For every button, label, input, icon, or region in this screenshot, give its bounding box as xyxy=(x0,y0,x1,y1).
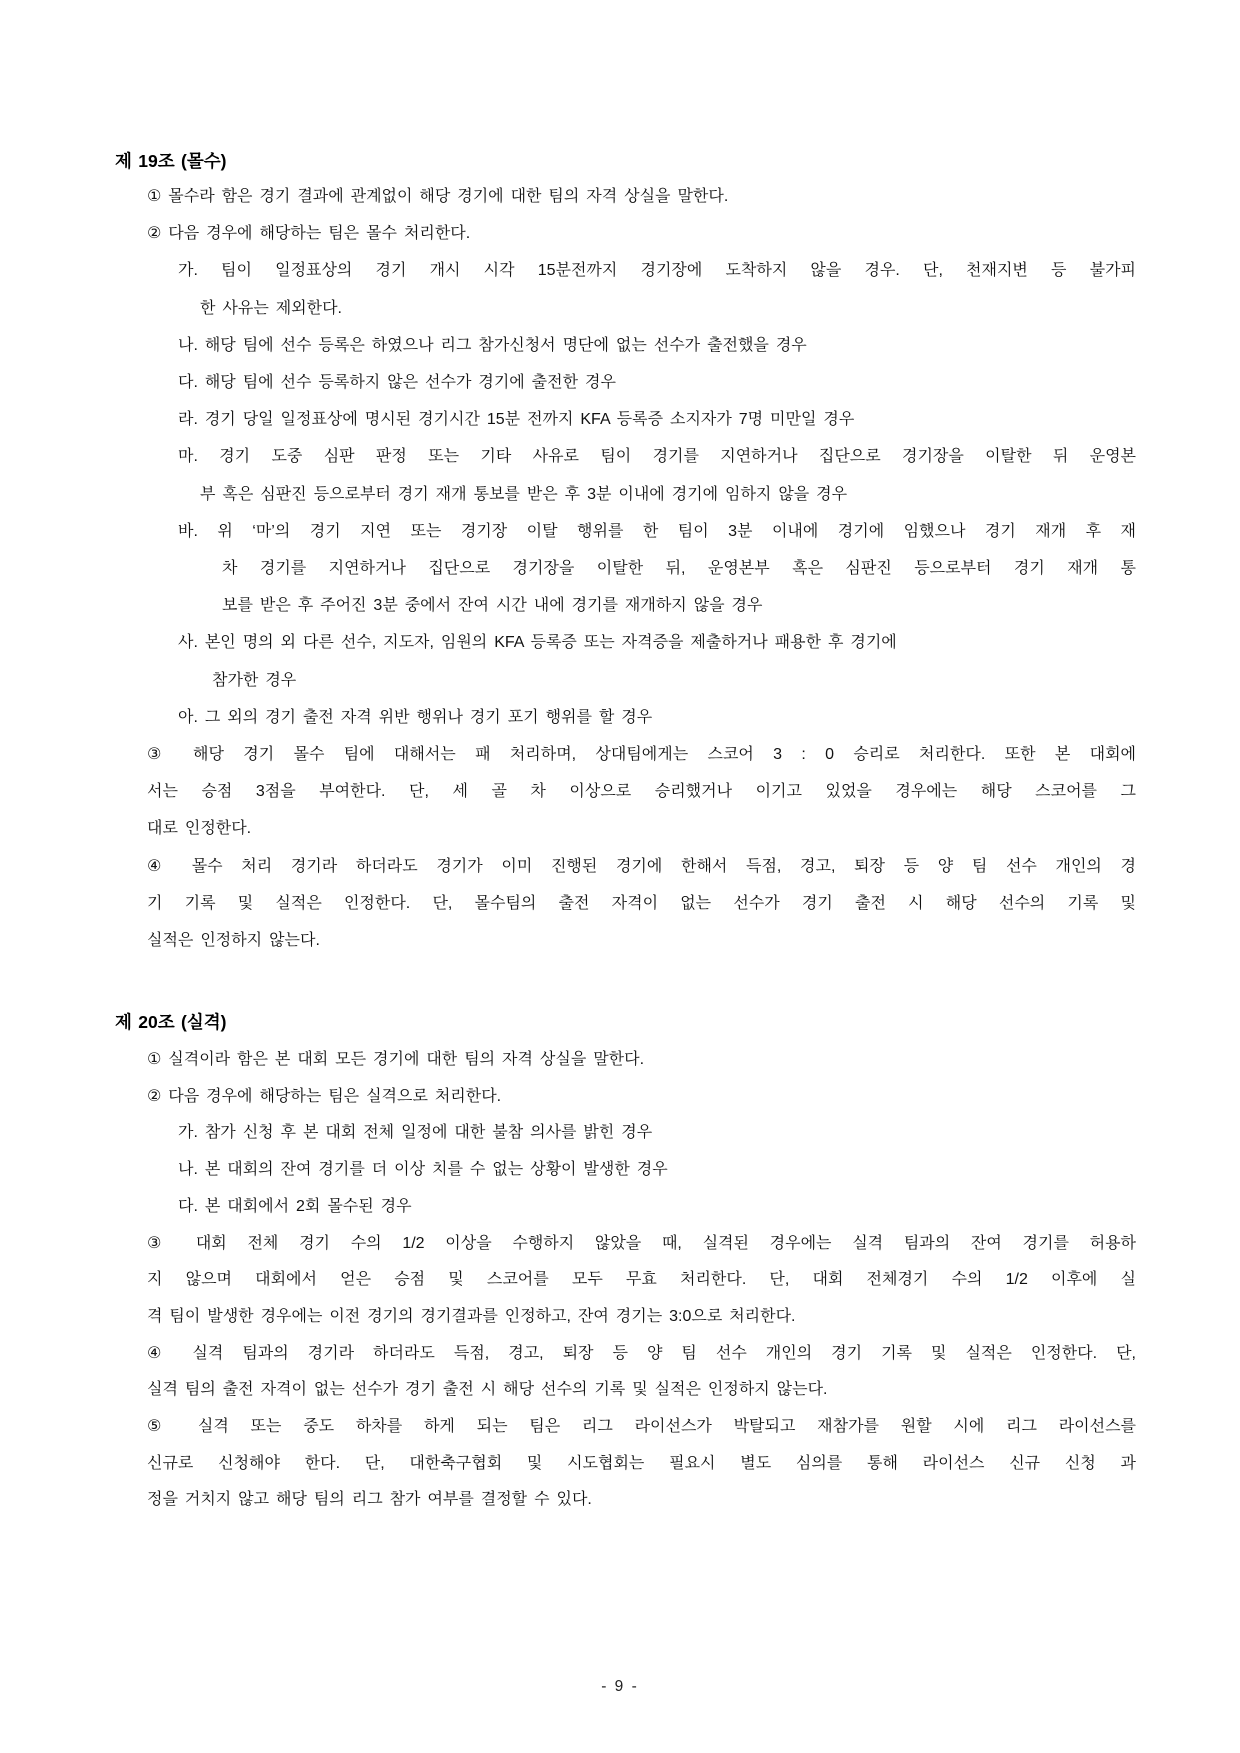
document-line: 다. 본 대회에서 2회 몰수된 경우 xyxy=(178,1198,412,1215)
document-line: 정을 거치지 않고 해당 팀의 리그 참가 여부를 결정할 수 있다. xyxy=(147,1491,592,1508)
document-line: 실적은 인정하지 않는다. xyxy=(147,932,320,949)
document-line: 사. 본인 명의 외 다른 선수, 지도자, 임원의 KFA 등록증 또는 자격증을 제출하거나 패용한 후 경기에 xyxy=(178,634,897,651)
document-line: 한 사유는 제외한다. xyxy=(200,300,342,317)
document-line: 아. 그 외의 경기 출전 자격 위반 행위나 경기 포기 행위를 할 경우 xyxy=(178,709,653,726)
document-line: 보를 받은 후 주어진 3분 중에서 잔여 시간 내에 경기를 재개하지 않을 경우 xyxy=(222,597,763,614)
document-line: ④ 실격 팀과의 경기라 하더라도 득점, 경고, 퇴장 등 양 팀 선수 개인의 경기 기록 및 실적은 인정한다. 단, xyxy=(147,1345,1136,1362)
article-heading: 제 19조 (몰수) xyxy=(115,151,227,171)
document-line: 나. 해당 팀에 선수 등록은 하였으나 리그 참가신청서 명단에 없는 선수가 출전했을 경우 xyxy=(178,337,807,354)
document-line: 지 않으며 대회에서 얻은 승점 및 스코어를 모두 무효 처리한다. 단, 대회 전체경기 수의 1/2 이후에 실 xyxy=(147,1271,1136,1288)
document-line: 가. 팀이 일정표상의 경기 개시 시각 15분전까지 경기장에 도착하지 않을 경우. 단, 천재지변 등 불가피 xyxy=(178,262,1136,279)
document-line: 대로 인정한다. xyxy=(147,820,252,837)
document-line: 신규로 신청해야 한다. 단, 대한축구협회 및 시도협회는 필요시 별도 심의를 통해 라이선스 신규 신청 과 xyxy=(147,1455,1136,1472)
document-line: 나. 본 대회의 잔여 경기를 더 이상 치를 수 없는 상황이 발생한 경우 xyxy=(178,1161,668,1178)
document-line: 가. 참가 신청 후 본 대회 전체 일정에 대한 불참 의사를 밝힌 경우 xyxy=(178,1124,653,1141)
document-line: ② 다음 경우에 해당하는 팀은 몰수 처리한다. xyxy=(147,225,471,242)
document-line: ② 다음 경우에 해당하는 팀은 실격으로 처리한다. xyxy=(147,1088,502,1105)
document-line: 서는 승점 3점을 부여한다. 단, 세 골 차 이상으로 승리했거나 이기고 있었을 경우에는 해당 스코어를 그 xyxy=(147,783,1136,800)
document-line: 다. 해당 팀에 선수 등록하지 않은 선수가 경기에 출전한 경우 xyxy=(178,374,616,391)
document-line: 실격 팀의 출전 자격이 없는 선수가 경기 출전 시 해당 선수의 기록 및 실적은 인정하지 않는다. xyxy=(147,1381,828,1398)
document-line: 부 혹은 심판진 등으로부터 경기 재개 통보를 받은 후 3분 이내에 경기에 임하지 않을 경우 xyxy=(200,486,848,503)
document-line: 마. 경기 도중 심판 판정 또는 기타 사유로 팀이 경기를 지연하거나 집단으로 경기장을 이탈한 뒤 운영본 xyxy=(178,448,1136,465)
document-line: ③ 대회 전체 경기 수의 1/2 이상을 수행하지 않았을 때, 실격된 경우에는 실격 팀과의 잔여 경기를 허용하 xyxy=(147,1235,1136,1252)
document-line: 격 팀이 발생한 경우에는 이전 경기의 경기결과를 인정하고, 잔여 경기는 3:0으로 처리한다. xyxy=(147,1308,796,1325)
document-line: 차 경기를 지연하거나 집단으로 경기장을 이탈한 뒤, 운영본부 혹은 심판진 등으로부터 경기 재개 통 xyxy=(222,560,1136,577)
document-line: ① 몰수라 함은 경기 결과에 관계없이 해당 경기에 대한 팀의 자격 상실을 말한다. xyxy=(147,188,729,205)
article-heading: 제 20조 (실격) xyxy=(115,1012,227,1032)
document-line: ③ 해당 경기 몰수 팀에 대해서는 패 처리하며, 상대팀에게는 스코어 3 : 0 승리로 처리한다. 또한 본 대회에 xyxy=(147,746,1136,763)
document-line: 라. 경기 당일 일정표상에 명시된 경기시간 15분 전까지 KFA 등록증 소지자가 7명 미만일 경우 xyxy=(178,411,855,428)
document-line: 바. 위 ‘마’의 경기 지연 또는 경기장 이탈 행위를 한 팀이 3분 이내에 경기에 임했으나 경기 재개 후 재 xyxy=(178,523,1136,540)
document-line: ① 실격이라 함은 본 대회 모든 경기에 대한 팀의 자격 상실을 말한다. xyxy=(147,1051,645,1068)
document-line: 참가한 경우 xyxy=(212,672,297,689)
document-line: 기 기록 및 실적은 인정한다. 단, 몰수팀의 출전 자격이 없는 선수가 경기 출전 시 해당 선수의 기록 및 xyxy=(147,895,1136,912)
document-line: ⑤ 실격 또는 중도 하차를 하게 되는 팀은 리그 라이선스가 박탈되고 재참가를 원할 시에 리그 라이선스를 xyxy=(147,1418,1136,1435)
document-line: ④ 몰수 처리 경기라 하더라도 경기가 이미 진행된 경기에 한해서 득점, 경고, 퇴장 등 양 팀 선수 개인의 경 xyxy=(147,858,1136,875)
page-number: - 9 - xyxy=(601,1678,639,1695)
